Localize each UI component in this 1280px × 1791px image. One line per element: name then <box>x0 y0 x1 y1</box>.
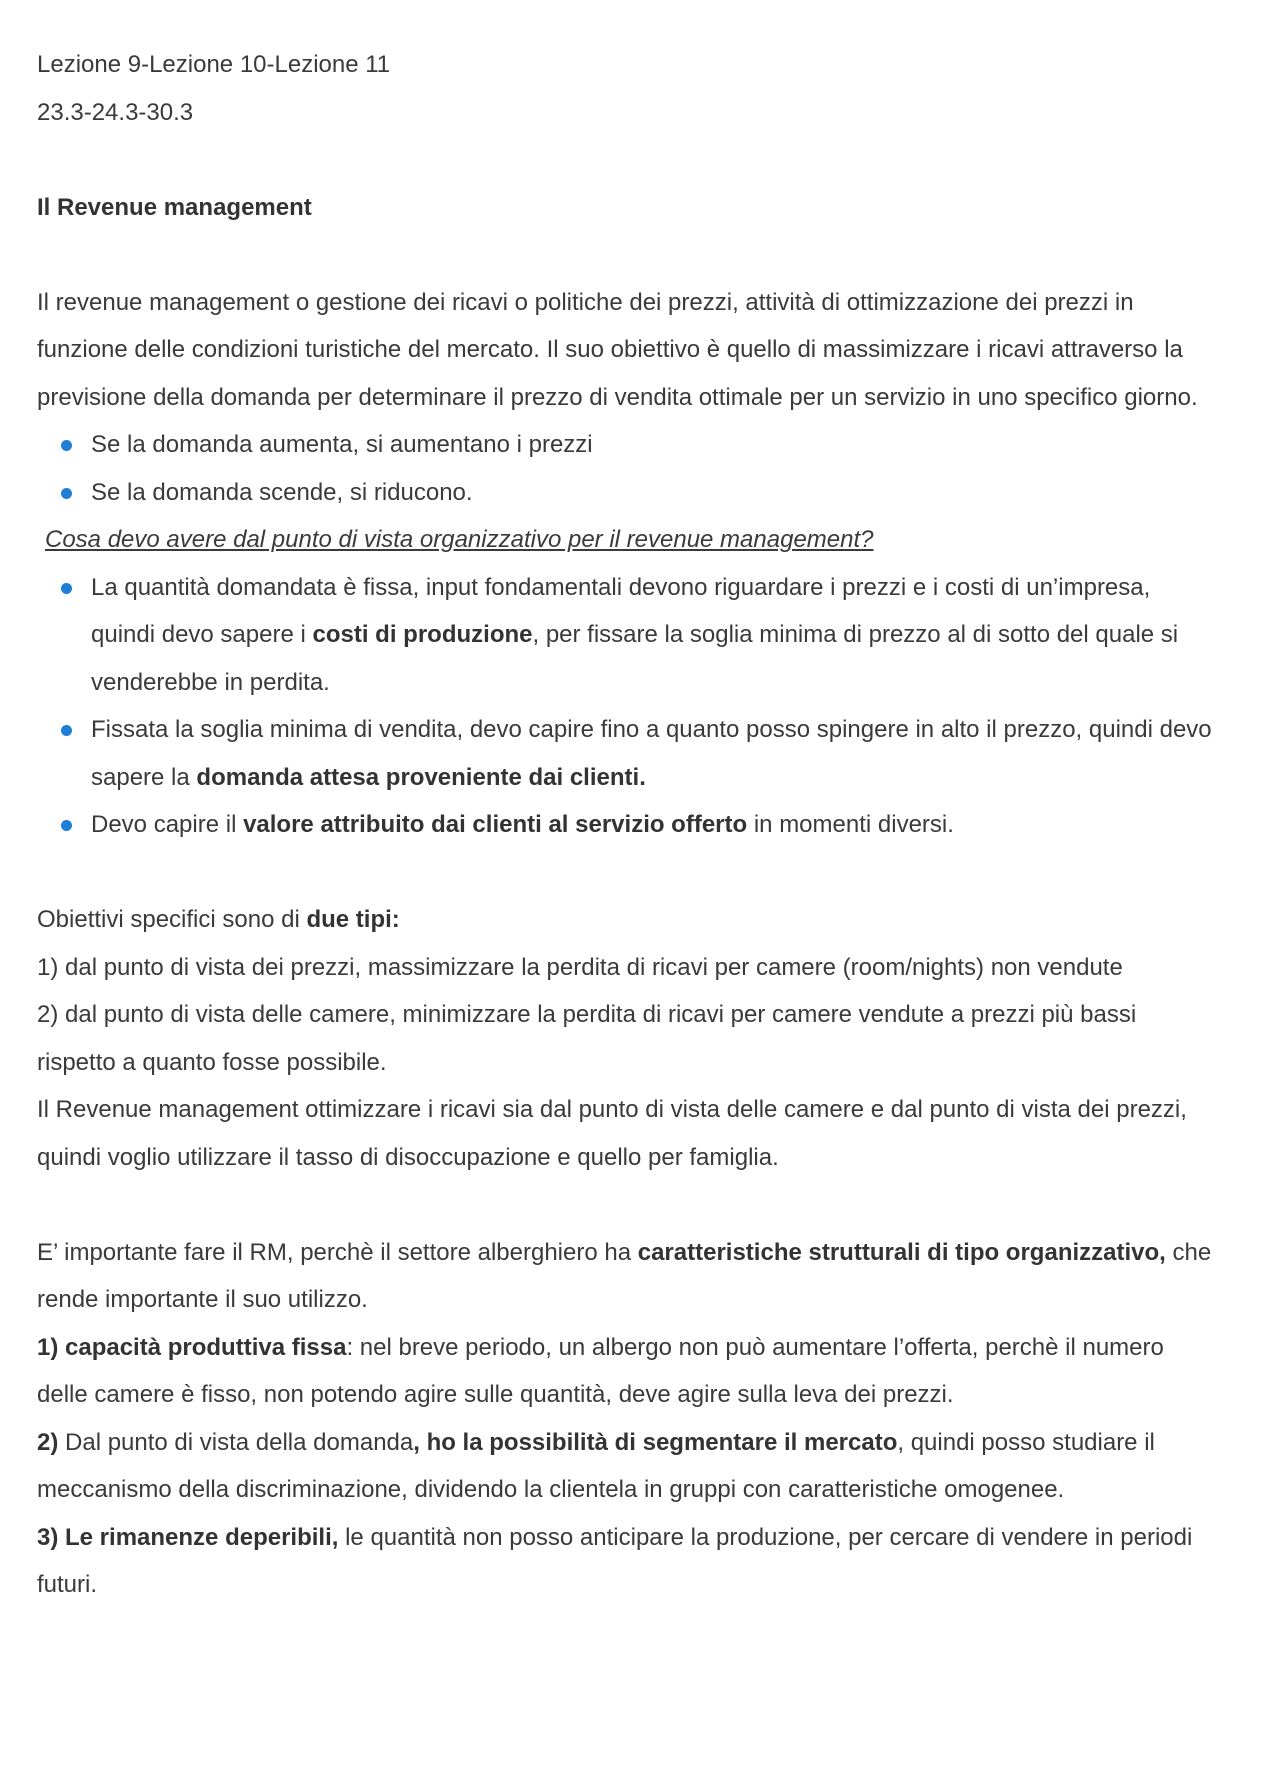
point-text: : nel breve periodo, un albergo non può aumentare l’offerta, perchè il numero delle camere è fisso, non potendo agire sulle quantità, deve agire sulla leva dei prezzi. <box>37 1333 1164 1408</box>
bullet-icon <box>61 583 72 594</box>
list-item-text: Fissata la soglia minima di vendita, devo capire fino a quanto posso spingere in alto il prezzo, quindi devo sapere la <box>91 716 1212 791</box>
bold-term: caratteristiche strutturali di tipo organizzativo, <box>637 1238 1166 1266</box>
list-item <box>37 706 1220 801</box>
demand-bullet-list <box>37 421 1220 516</box>
list-item <box>37 564 1220 707</box>
lesson-dates: 23.3-24.3-30.3 <box>37 98 194 126</box>
section-title: Il Revenue management <box>37 193 312 221</box>
bullet-icon <box>61 440 72 451</box>
objectives-intro <box>37 896 1220 944</box>
bold-term: valore attribuito dai clienti al servizio offerto <box>243 811 748 838</box>
point-text: le quantità non posso anticipare la produzione, per cercare di vendere in periodi futuri. <box>37 1523 1193 1598</box>
importance-point-3 <box>37 1514 1220 1609</box>
list-item <box>37 469 1220 517</box>
importance-intro-text: E’ importante fare il RM, perchè il settore alberghiero ha <box>37 1238 638 1266</box>
intro-paragraph: Il revenue management o gestione dei ricavi o politiche dei prezzi, attività di ottimizzazione dei prezzi in funzione delle condizioni turistiche del mercato. Il suo obiettivo è quello di massimizzare i ricavi attraverso la previsione della domanda per determinare il prezzo di vendita ottimale per un servizio in uno specifico giorno. <box>37 288 1198 411</box>
objectives-summary: Il Revenue management ottimizzare i ricavi sia dal punto di vista delle camere e dal punto di vista dei prezzi, quindi voglio utilizzare il tasso di disoccupazione e quello per famiglia. <box>37 1096 1187 1171</box>
spacer <box>37 849 1220 897</box>
bullet-icon <box>61 820 72 831</box>
question-heading: Cosa devo avere dal punto di vista organizzativo per il revenue management? <box>45 526 874 553</box>
bold-term: , ho la possibilità di segmentare il mercato <box>413 1428 898 1456</box>
importance-point-2 <box>37 1419 1220 1514</box>
bold-term: due tipi: <box>306 906 400 933</box>
spacer <box>37 1181 1220 1229</box>
bold-term: 1) capacità produttiva fissa <box>37 1333 347 1361</box>
importance-intro-text: che rende importante il suo utilizzo. <box>37 1238 1212 1313</box>
point-text: , quindi posso studiare il meccanismo della discriminazione, dividendo la clientela in gruppi con caratteristiche omogenee. <box>37 1428 1155 1503</box>
bold-term: domanda attesa proveniente dai clienti. <box>196 763 646 791</box>
list-item-text: Se la domanda aumenta, si aumentano i prezzi <box>91 431 593 458</box>
list-item <box>37 801 1220 849</box>
lesson-numbers: Lezione 9-Lezione 10-Lezione 11 <box>37 51 391 78</box>
bullet-icon <box>61 725 72 736</box>
objectives-intro-text: Obiettivi specifici sono di <box>37 906 307 933</box>
list-item-text: La quantità domandata è fissa, input fondamentali devono riguardare i prezzi e i costi di un’impresa, quindi devo sapere i <box>91 573 1151 648</box>
organization-bullet-list <box>37 564 1220 849</box>
importance-intro <box>37 1229 1220 1324</box>
importance-point-1 <box>37 1324 1220 1419</box>
bold-term: costi di produzione <box>312 621 533 648</box>
point-text: Dal punto di vista della domanda <box>58 1428 414 1456</box>
spacer <box>37 231 1220 279</box>
objective-item-2: 2) dal punto di vista delle camere, minimizzare la perdita di ricavi per camere vendute a prezzi più bassi rispetto a quanto fosse possibile. <box>37 1001 1137 1076</box>
list-item-text: , per fissare la soglia minima di prezzo al di sotto del quale si venderebbe in perdita. <box>91 621 1179 696</box>
list-item-text: Devo capire il <box>91 811 244 838</box>
list-item <box>37 421 1220 469</box>
bullet-icon <box>61 488 72 499</box>
bold-term: 3) Le rimanenze deperibili, <box>37 1523 339 1551</box>
list-item-text: in momenti diversi. <box>747 811 954 838</box>
list-item-text: Se la domanda scende, si riducono. <box>91 478 473 506</box>
objective-item-1: 1) dal punto di vista dei prezzi, massimizzare la perdita di ricavi per camere (room/nights) non vendute <box>37 953 1123 981</box>
spacer <box>37 136 1220 184</box>
bold-term: 2) <box>37 1428 59 1456</box>
